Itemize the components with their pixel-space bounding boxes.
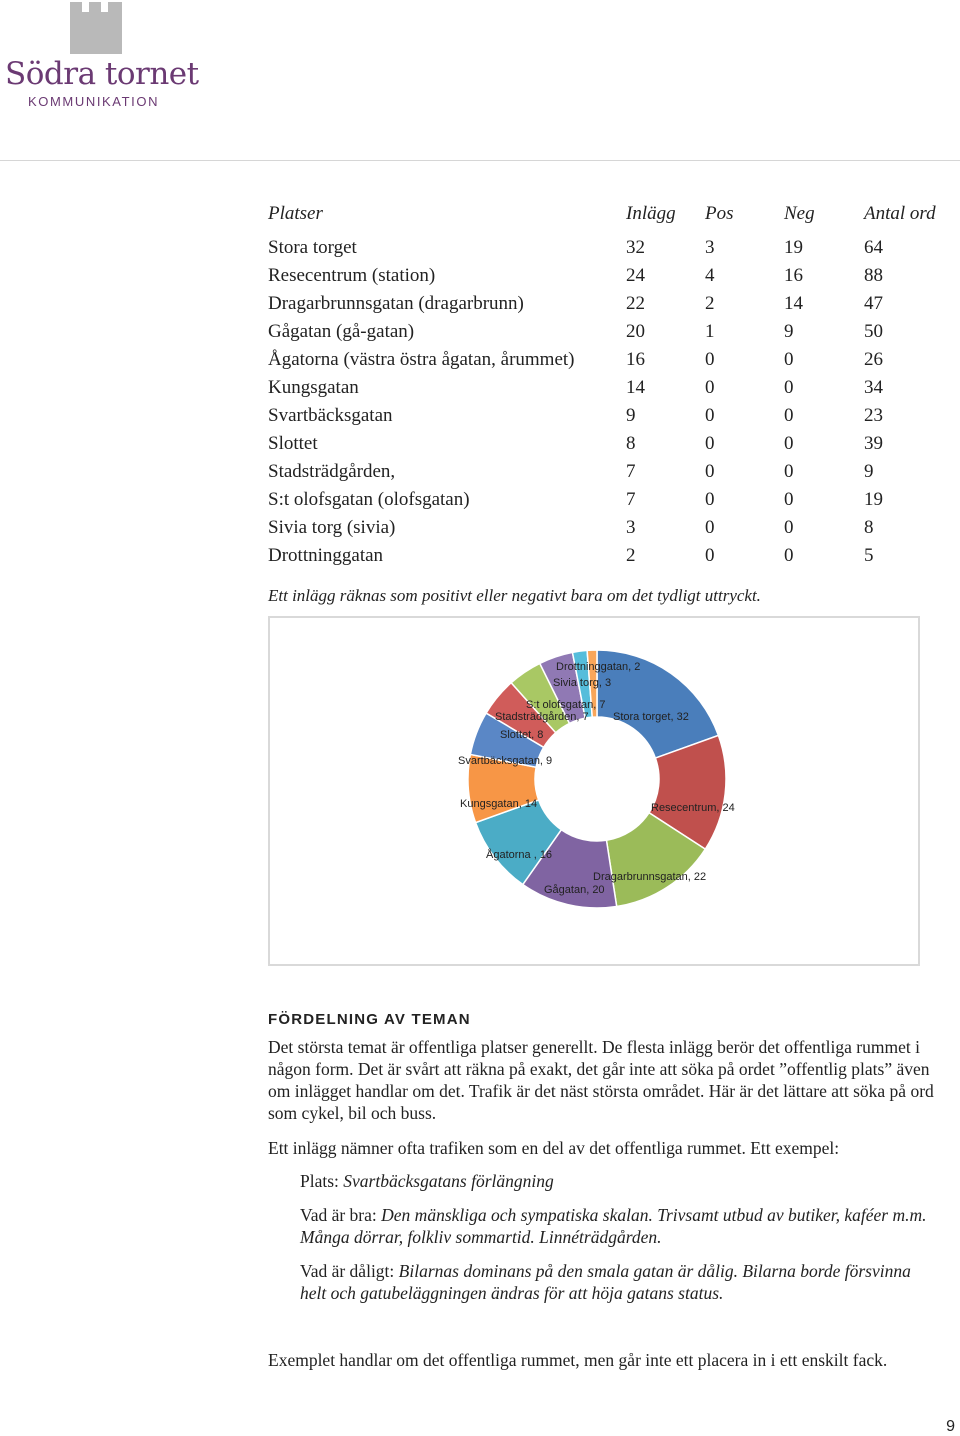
cell-pos: 0 (705, 545, 715, 566)
cell-place: Svartbäcksgatan (268, 405, 393, 426)
example-label: Vad är dåligt: (300, 1261, 399, 1281)
cell-neg: 0 (784, 545, 794, 566)
example-label: Plats: (300, 1171, 344, 1191)
cell-pos: 4 (705, 265, 715, 286)
cell-inlagg: 20 (626, 321, 645, 342)
cell-place: S:t olofsgatan (olofsgatan) (268, 489, 470, 510)
cell-antal-ord: 23 (864, 405, 883, 426)
cell-inlagg: 2 (626, 545, 636, 566)
slice-label: Dragarbrunnsgatan, 22 (593, 871, 707, 883)
cell-place: Ågatorna (västra östra ågatan, årummet) (268, 349, 575, 370)
cell-place: Slottet (268, 433, 318, 454)
slice-label: Resecentrum, 24 (651, 802, 735, 814)
example-place (300, 1170, 940, 1192)
cell-place: Resecentrum (station) (268, 265, 436, 286)
cell-neg: 9 (784, 321, 794, 342)
cell-pos: 2 (705, 293, 715, 314)
slice-label: Drottninggatan, 2 (556, 661, 641, 673)
cell-pos: 0 (705, 433, 715, 454)
logo-name: Södra tornet (5, 56, 199, 92)
cell-inlagg: 8 (626, 433, 636, 454)
slice-label: S:t olofsgatan, 7 (526, 699, 606, 711)
slice-label: Sivia torg, 3 (553, 677, 612, 689)
table-header-row (268, 203, 948, 237)
slice-label: Slottet, 8 (500, 729, 544, 741)
cell-pos: 0 (705, 517, 715, 538)
table-row (268, 433, 948, 461)
tower-icon (0, 0, 200, 60)
cell-antal-ord: 34 (864, 377, 883, 398)
cell-antal-ord: 9 (864, 461, 874, 482)
table-row (268, 293, 948, 321)
cell-inlagg: 24 (626, 265, 645, 286)
header-divider (0, 160, 960, 161)
cell-neg: 0 (784, 433, 794, 454)
example-value: Bilarnas dominans på den smala gatan är dålig. Bilarna borde försvinna helt och gatubeläggningen ändras för att höja gatans status. (300, 1261, 911, 1303)
cell-inlagg: 9 (626, 405, 636, 426)
example-label: Vad är bra: (300, 1205, 382, 1225)
example-good (300, 1204, 940, 1248)
cell-neg: 14 (784, 293, 803, 314)
cell-neg: 16 (784, 265, 803, 286)
paragraph: Exemplet handlar om det offentliga rummet, men går inte ett placera in i ett enskilt fack. (268, 1350, 888, 1370)
places-table (268, 203, 948, 573)
cell-place: Sivia torg (sivia) (268, 517, 396, 538)
cell-inlagg: 16 (626, 349, 645, 370)
cell-place: Kungsgatan (268, 377, 359, 398)
slice-label: Stora torget, 32 (613, 711, 689, 723)
cell-place: Dragarbrunnsgatan (dragarbrunn) (268, 293, 524, 314)
table-row (268, 377, 948, 405)
page-number: 9 (946, 1418, 955, 1435)
cell-place: Stora torget (268, 237, 357, 258)
doughnut-svg (270, 618, 922, 968)
cell-antal-ord: 39 (864, 433, 883, 454)
cell-antal-ord: 8 (864, 517, 874, 538)
cell-inlagg: 3 (626, 517, 636, 538)
table-row (268, 405, 948, 433)
col-header-pos: Pos (705, 203, 734, 224)
cell-antal-ord: 50 (864, 321, 883, 342)
slice-label: Svartbäcksgatan, 9 (458, 755, 553, 767)
cell-neg: 0 (784, 489, 794, 510)
logo-subtitle: KOMMUNIKATION (28, 94, 160, 109)
cell-neg: 0 (784, 349, 794, 370)
cell-pos: 0 (705, 377, 715, 398)
table-row (268, 321, 948, 349)
cell-antal-ord: 47 (864, 293, 883, 314)
cell-neg: 0 (784, 405, 794, 426)
cell-pos: 0 (705, 489, 715, 510)
cell-pos: 3 (705, 237, 715, 258)
cell-antal-ord: 26 (864, 349, 883, 370)
logo (0, 0, 200, 115)
cell-pos: 0 (705, 349, 715, 370)
table-row (268, 489, 948, 517)
cell-neg: 0 (784, 461, 794, 482)
cell-antal-ord: 88 (864, 265, 883, 286)
table-row (268, 461, 948, 489)
cell-place: Drottninggatan (268, 545, 384, 566)
cell-pos: 1 (705, 321, 715, 342)
col-header-antal-ord: Antal ord (864, 203, 936, 224)
cell-inlagg: 7 (626, 489, 636, 510)
cell-inlagg: 22 (626, 293, 645, 314)
table-row (268, 545, 948, 573)
paragraph: Det största temat är offentliga platser generellt. De flesta inlägg berör det offentliga rummet i någon form. Det är svårt att räkna på exakt, det går inte att söka på ordet ”offentlig plats” även om inlägget handlar om det. Trafik är det näst största området. Här är det lättare att söka på ord som cykel, bil och buss. (268, 1037, 934, 1123)
cell-antal-ord: 5 (864, 545, 874, 566)
col-header-neg: Neg (784, 203, 815, 224)
example-value: Den mänskliga och sympatiska skalan. Trivsamt utbud av butiker, kaféer m.m. Många dörrar, folkliv sommartid. Linnéträdgården. (300, 1205, 927, 1247)
cell-neg: 0 (784, 517, 794, 538)
paragraph: Ett inlägg nämner ofta trafiken som en del av det offentliga rummet. Ett exempel: (268, 1138, 840, 1158)
cell-antal-ord: 64 (864, 237, 883, 258)
table-row (268, 265, 948, 293)
cell-neg: 0 (784, 377, 794, 398)
doughnut-chart (268, 616, 920, 966)
table-note: Ett inlägg räknas som positivt eller negativt bara om det tydligt uttryckt. (268, 586, 761, 605)
cell-pos: 0 (705, 405, 715, 426)
cell-place: Gågatan (gå-gatan) (268, 321, 415, 342)
slice-label: Gågatan, 20 (544, 884, 605, 896)
slice-label: Kungsgatan, 14 (460, 798, 538, 810)
slice-label: Stadsträdgården, 7 (495, 711, 589, 723)
example-bad (300, 1260, 940, 1304)
cell-inlagg: 7 (626, 461, 636, 482)
table-row (268, 349, 948, 377)
section-title: FÖRDELNING AV TEMAN (268, 1011, 471, 1028)
cell-inlagg: 14 (626, 377, 645, 398)
col-header-inlagg: Inlägg (626, 203, 676, 224)
table-row (268, 237, 948, 265)
cell-antal-ord: 19 (864, 489, 883, 510)
cell-neg: 19 (784, 237, 803, 258)
col-header-platser: Platser (268, 203, 323, 224)
cell-place: Stadsträdgården, (268, 461, 396, 482)
table-row (268, 517, 948, 545)
cell-inlagg: 32 (626, 237, 645, 258)
slice-label: Ågatorna , 16 (486, 849, 553, 861)
example-value: Svartbäcksgatans förlängning (343, 1171, 554, 1191)
cell-pos: 0 (705, 461, 715, 482)
